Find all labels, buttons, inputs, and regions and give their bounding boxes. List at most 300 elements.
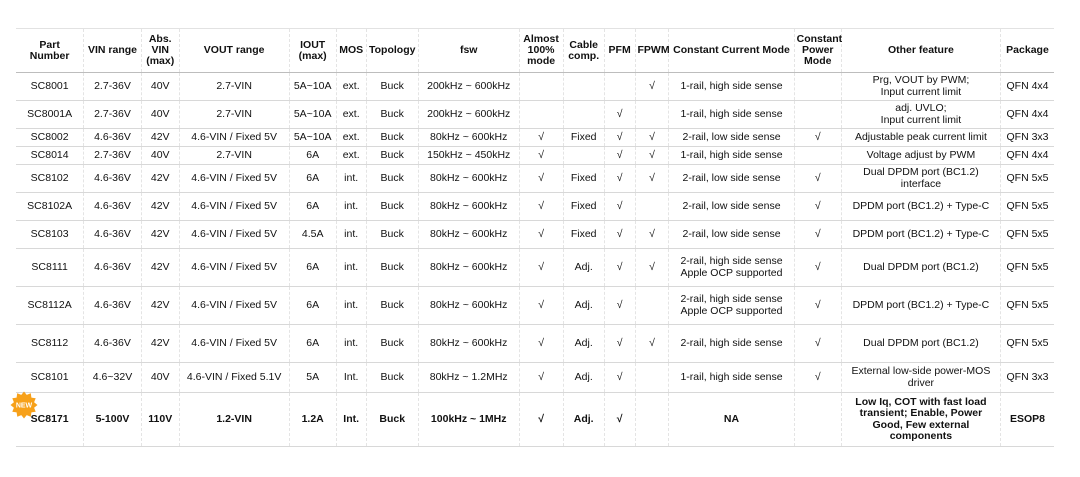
cell-text: (max): [146, 55, 175, 67]
cell-text: Adj.: [574, 370, 593, 383]
cell-text: 80kHz ~ 600kHz: [430, 199, 508, 212]
table-body: [16, 73, 1054, 447]
table-cell: [635, 73, 669, 101]
cell-text: Power: [801, 44, 834, 56]
table-cell: [336, 221, 366, 249]
cell-text: PFM: [608, 44, 631, 56]
table-cell: [1000, 193, 1054, 221]
table-cell: [141, 221, 179, 249]
table-cell: [336, 287, 366, 325]
cell-text: 4.6-36V: [94, 298, 131, 311]
cell-text: ext.: [342, 130, 360, 143]
table-cell: [289, 221, 336, 249]
cell-text: 1.2-VIN: [216, 412, 252, 425]
table-cell: [418, 101, 519, 129]
table-cell: [794, 147, 841, 165]
cell-text: Dual DPDM port (BC1.2): [863, 260, 979, 273]
cell-text: ext.: [342, 79, 360, 92]
cell-text: 40V: [150, 107, 170, 120]
cell-text: VOUT range: [203, 44, 265, 56]
cell-text: Buck: [380, 107, 404, 120]
cell-text: Adj.: [574, 336, 593, 349]
part-number-cell: [16, 249, 84, 287]
cell-text: 4.6-VIN / Fixed 5V: [191, 260, 278, 273]
cell-text: 80kHz ~ 600kHz: [430, 260, 508, 273]
table-cell: [1000, 287, 1054, 325]
cell-text: SC8171: [30, 412, 69, 425]
table-cell: [179, 101, 289, 129]
table-cell: [669, 193, 794, 221]
cell-text: int.: [344, 260, 359, 273]
table-cell: [179, 221, 289, 249]
cell-text: SC8002: [30, 130, 69, 143]
cell-text: 2-rail, low side sense: [682, 171, 781, 184]
table-cell: [635, 193, 669, 221]
cell-text: 2-rail, low side sense: [682, 227, 781, 240]
table-row: [16, 393, 1054, 447]
table-cell: [336, 101, 366, 129]
table-cell: [366, 393, 418, 447]
part-number-cell: [16, 165, 84, 193]
cell-text: transient; Enable, Power: [859, 407, 983, 419]
table-cell: [141, 325, 179, 363]
cell-text: QFN 5x5: [1006, 260, 1049, 273]
cell-text: 6A: [306, 260, 320, 273]
cell-text: Fixed: [570, 227, 597, 240]
cell-text: 80kHz ~ 600kHz: [430, 130, 508, 143]
cell-text: 4.6-VIN / Fixed 5V: [191, 298, 278, 311]
cell-text: Buck: [380, 148, 404, 161]
cell-text: SC8102: [30, 171, 69, 184]
cell-text: √: [538, 336, 544, 349]
cell-text: 2-rail, high side sense: [680, 336, 783, 349]
table-cell: [635, 165, 669, 193]
part-number-cell: [16, 147, 84, 165]
table-cell: [794, 393, 841, 447]
table-cell: [604, 129, 635, 147]
cell-text: Adj.: [574, 260, 593, 273]
cell-text: int.: [344, 227, 359, 240]
table-cell: [84, 287, 141, 325]
table-cell: [289, 249, 336, 287]
table-cell: [794, 129, 841, 147]
table-cell: [669, 393, 794, 447]
new-badge-label: NEW: [15, 402, 33, 410]
cell-text: QFN 5x5: [1006, 199, 1049, 212]
cell-text: √: [616, 412, 623, 425]
cell-text: QFN 5x5: [1006, 227, 1049, 240]
cell-text: 40V: [150, 148, 170, 161]
table-cell: [604, 73, 635, 101]
cell-text: 4.6-36V: [94, 171, 131, 184]
table-cell: [141, 101, 179, 129]
table-cell: [289, 129, 336, 147]
cell-text: √: [814, 227, 821, 240]
table-cell: [635, 325, 669, 363]
cell-text: 5A~10A: [293, 107, 332, 120]
table-cell: [141, 249, 179, 287]
cell-text: 4.6~32V: [92, 370, 133, 383]
table-cell: [794, 165, 841, 193]
table-row: [16, 129, 1054, 147]
table-cell: [179, 165, 289, 193]
table-cell: [366, 101, 418, 129]
cell-text: Buck: [380, 298, 404, 311]
cell-text: Buck: [380, 227, 404, 240]
cell-text: 80kHz ~ 600kHz: [430, 336, 508, 349]
cell-text: √: [616, 148, 623, 161]
table-cell: [669, 73, 794, 101]
table-cell: [366, 221, 418, 249]
cell-text: QFN 4x4: [1006, 148, 1049, 161]
cell-text: √: [814, 336, 821, 349]
table-cell: [418, 287, 519, 325]
table-row: [16, 325, 1054, 363]
cell-text: √: [616, 370, 623, 383]
cell-text: fsw: [459, 44, 478, 56]
table-cell: [289, 393, 336, 447]
cell-text: Dual DPDM port (BC1.2): [863, 336, 979, 349]
table-cell: [84, 249, 141, 287]
cell-text: √: [814, 370, 821, 383]
cell-text: √: [538, 130, 544, 143]
cell-text: 4.6-VIN / Fixed 5V: [191, 336, 278, 349]
cell-text: √: [649, 171, 655, 184]
table-cell: [563, 221, 604, 249]
table-cell: [141, 363, 179, 393]
table-row: [16, 165, 1054, 193]
table-cell: [669, 249, 794, 287]
table-cell: [179, 249, 289, 287]
cell-text: Buck: [379, 412, 406, 425]
cell-text: Topology: [368, 44, 416, 56]
cell-text: Almost: [523, 33, 559, 45]
cell-text: External low-side power-MOS: [851, 365, 991, 377]
table-cell: [141, 287, 179, 325]
cell-text: ext.: [342, 107, 360, 120]
table-cell: [519, 193, 563, 221]
cell-text: Constant Current Mode: [673, 44, 790, 56]
table-cell: [84, 129, 141, 147]
table-cell: [841, 165, 1000, 193]
table-cell: [841, 147, 1000, 165]
cell-text: Buck: [380, 199, 404, 212]
table-cell: [336, 129, 366, 147]
table-cell: [519, 147, 563, 165]
cell-text: √: [814, 171, 821, 184]
table-cell: [519, 287, 563, 325]
table-cell: [418, 393, 519, 447]
cell-text: 4.6-VIN / Fixed 5V: [191, 199, 278, 212]
cell-text: SC8101: [30, 370, 69, 383]
cell-text: √: [538, 412, 544, 425]
cell-text: Cable: [569, 38, 598, 51]
table-cell: [84, 147, 141, 165]
cell-text: 42V: [150, 227, 170, 240]
cell-text: √: [616, 298, 623, 311]
cell-text: Buck: [380, 370, 404, 383]
cell-text: √: [649, 336, 655, 349]
cell-text: QFN 5x5: [1006, 336, 1049, 349]
cell-text: 4.6-36V: [94, 227, 131, 240]
cell-text: Dual DPDM port (BC1.2): [863, 166, 979, 178]
table-cell: [519, 393, 563, 447]
cell-text: 4.6-VIN / Fixed 5V: [191, 227, 278, 240]
table-cell: [604, 325, 635, 363]
cell-text: 2-rail, low side sense: [682, 130, 781, 143]
cell-text: √: [649, 79, 655, 92]
table-cell: [418, 73, 519, 101]
table-cell: [418, 221, 519, 249]
cell-text: √: [616, 260, 623, 273]
cell-text: 5A~10A: [293, 79, 332, 92]
table-cell: [563, 249, 604, 287]
table-cell: [519, 325, 563, 363]
cell-text: 5-100V: [95, 412, 130, 425]
cell-text: QFN 3x3: [1006, 130, 1049, 143]
cell-text: DPDM port (BC1.2) + Type-C: [852, 298, 990, 311]
column-header: [669, 29, 794, 73]
cell-text: 4.6-36V: [94, 260, 131, 273]
cell-text: √: [538, 227, 544, 240]
table-cell: [563, 73, 604, 101]
table-cell: [289, 193, 336, 221]
table-row: [16, 363, 1054, 393]
table-cell: [84, 165, 141, 193]
table-cell: [563, 147, 604, 165]
cell-text: 4.5A: [301, 227, 324, 240]
cell-text: comp.: [568, 49, 600, 62]
table-cell: [669, 325, 794, 363]
column-header: [179, 29, 289, 73]
table-cell: [366, 363, 418, 393]
cell-text: √: [538, 370, 544, 383]
table-cell: [1000, 393, 1054, 447]
cell-text: Constant: [796, 33, 843, 45]
table-cell: [1000, 129, 1054, 147]
cell-text: Abs.: [148, 33, 172, 45]
cell-text: 100%: [527, 44, 555, 56]
table-cell: [604, 393, 635, 447]
cell-text: QFN 5x5: [1006, 171, 1049, 184]
table-cell: [179, 73, 289, 101]
cell-text: Buck: [380, 130, 404, 143]
cell-text: SC8112: [31, 336, 69, 349]
cell-text: 2.7-VIN: [216, 79, 252, 92]
cell-text: 1-rail, high side sense: [680, 79, 783, 92]
table-cell: [366, 73, 418, 101]
cell-text: Apple OCP supported: [680, 304, 783, 317]
new-badge-icon: [10, 391, 38, 419]
table-cell: [289, 325, 336, 363]
cell-text: int.: [344, 336, 359, 349]
table-cell: [418, 249, 519, 287]
table-cell: [841, 73, 1000, 101]
part-number-cell: [16, 221, 84, 249]
table-cell: [141, 393, 179, 447]
cell-text: √: [538, 199, 544, 212]
table-cell: [604, 147, 635, 165]
table-cell: [563, 393, 604, 447]
cell-text: 2.7-36V: [94, 79, 131, 92]
table-row: [16, 147, 1054, 165]
table-cell: [519, 73, 563, 101]
part-number-cell: [16, 287, 84, 325]
table-cell: [179, 193, 289, 221]
table-cell: [841, 325, 1000, 363]
cell-text: mode: [527, 55, 556, 67]
table-cell: [1000, 165, 1054, 193]
table-cell: [366, 129, 418, 147]
cell-text: Adjustable peak current limit: [854, 130, 987, 143]
table-cell: [604, 249, 635, 287]
cell-text: 4.6-36V: [94, 199, 131, 212]
cell-text: √: [814, 260, 821, 273]
table-cell: [366, 325, 418, 363]
table-cell: [418, 363, 519, 393]
cell-text: SC8111: [31, 260, 68, 273]
column-header: [336, 29, 366, 73]
cell-text: √: [649, 260, 655, 273]
table-cell: [519, 363, 563, 393]
cell-text: Number: [29, 49, 70, 62]
cell-text: √: [616, 227, 623, 240]
cell-text: QFN 4x4: [1006, 107, 1049, 120]
cell-text: IOUT: [300, 38, 326, 51]
table-cell: [669, 363, 794, 393]
table-cell: [563, 129, 604, 147]
table-cell: [84, 325, 141, 363]
table-cell: [841, 129, 1000, 147]
table-cell: [794, 101, 841, 129]
cell-text: 5A~10A: [293, 130, 332, 143]
table-cell: [141, 73, 179, 101]
table-cell: [519, 249, 563, 287]
table-cell: [563, 193, 604, 221]
cell-text: Int.: [343, 412, 360, 425]
column-header: [563, 29, 604, 73]
cell-text: SC8001: [30, 79, 69, 92]
table-cell: [1000, 101, 1054, 129]
table-cell: [366, 193, 418, 221]
cell-text: Input current limit: [880, 85, 962, 98]
cell-text: Int.: [343, 370, 359, 383]
cell-text: SC8102A: [27, 199, 73, 212]
table-cell: [635, 221, 669, 249]
table-cell: [141, 147, 179, 165]
cell-text: √: [538, 260, 544, 273]
table-cell: [336, 363, 366, 393]
cell-text: Buck: [380, 260, 404, 273]
table-row: [16, 249, 1054, 287]
table-cell: [84, 193, 141, 221]
cell-text: 110V: [148, 412, 173, 425]
table-cell: [289, 363, 336, 393]
table-cell: [635, 393, 669, 447]
cell-text: components: [889, 430, 953, 442]
table-cell: [84, 73, 141, 101]
cell-text: QFN 3x3: [1006, 370, 1049, 383]
cell-text: 42V: [150, 171, 170, 184]
table-cell: [84, 101, 141, 129]
cell-text: 42V: [150, 336, 170, 349]
cell-text: adj. UVLO;: [895, 102, 947, 114]
cell-text: 6A: [306, 298, 320, 311]
cell-text: 4.6-36V: [94, 336, 131, 349]
table-row: [16, 101, 1054, 129]
table-cell: [841, 249, 1000, 287]
table-row: [16, 221, 1054, 249]
cell-text: 2-rail, low side sense: [682, 199, 781, 212]
cell-text: int.: [344, 199, 359, 212]
table-cell: [519, 221, 563, 249]
table-cell: [336, 325, 366, 363]
part-number-cell: [16, 129, 84, 147]
table-cell: [635, 147, 669, 165]
cell-text: 42V: [150, 130, 170, 143]
column-header: [418, 29, 519, 73]
table-cell: [604, 193, 635, 221]
product-selection-table: [16, 28, 1054, 447]
cell-text: 2.7-VIN: [216, 148, 252, 161]
cell-text: SC8014: [30, 148, 69, 161]
column-header: [141, 29, 179, 73]
table-cell: [179, 147, 289, 165]
table-cell: [563, 165, 604, 193]
table-cell: [669, 165, 794, 193]
cell-text: SC8001A: [27, 107, 73, 120]
cell-text: 4.6-VIN / Fixed 5.1V: [186, 370, 282, 383]
cell-text: int.: [344, 171, 359, 184]
table-cell: [563, 363, 604, 393]
table-row: [16, 73, 1054, 101]
cell-text: driver: [907, 376, 935, 389]
cell-text: 1-rail, high side sense: [680, 370, 783, 383]
table-cell: [604, 363, 635, 393]
cell-text: 6A: [306, 148, 320, 161]
cell-text: VIN range: [87, 44, 137, 56]
table-row: [16, 287, 1054, 325]
table-cell: [418, 165, 519, 193]
cell-text: 6A: [306, 336, 320, 349]
cell-text: 150kHz ~ 450kHz: [427, 148, 511, 161]
column-header: [16, 29, 84, 73]
cell-text: Adj.: [574, 298, 593, 311]
table-cell: [635, 363, 669, 393]
column-header: [841, 29, 1000, 73]
table-cell: [794, 287, 841, 325]
part-number-cell: [16, 393, 84, 447]
cell-text: FPWM: [637, 44, 670, 56]
cell-text: √: [616, 199, 623, 212]
cell-text: Other feature: [887, 44, 954, 56]
cell-text: Fixed: [570, 130, 597, 143]
table-cell: [366, 165, 418, 193]
column-header: [366, 29, 418, 73]
cell-text: 2.7-36V: [94, 107, 131, 120]
table-cell: [336, 249, 366, 287]
table-cell: [794, 325, 841, 363]
column-header: [289, 29, 336, 73]
cell-text: Low Iq, COT with fast load: [855, 395, 987, 408]
table-cell: [669, 147, 794, 165]
table-cell: [179, 325, 289, 363]
table-cell: [669, 129, 794, 147]
table-cell: [336, 393, 366, 447]
cell-text: √: [538, 171, 544, 184]
cell-text: 200kHz ~ 600kHz: [427, 107, 511, 120]
cell-text: √: [649, 227, 655, 240]
